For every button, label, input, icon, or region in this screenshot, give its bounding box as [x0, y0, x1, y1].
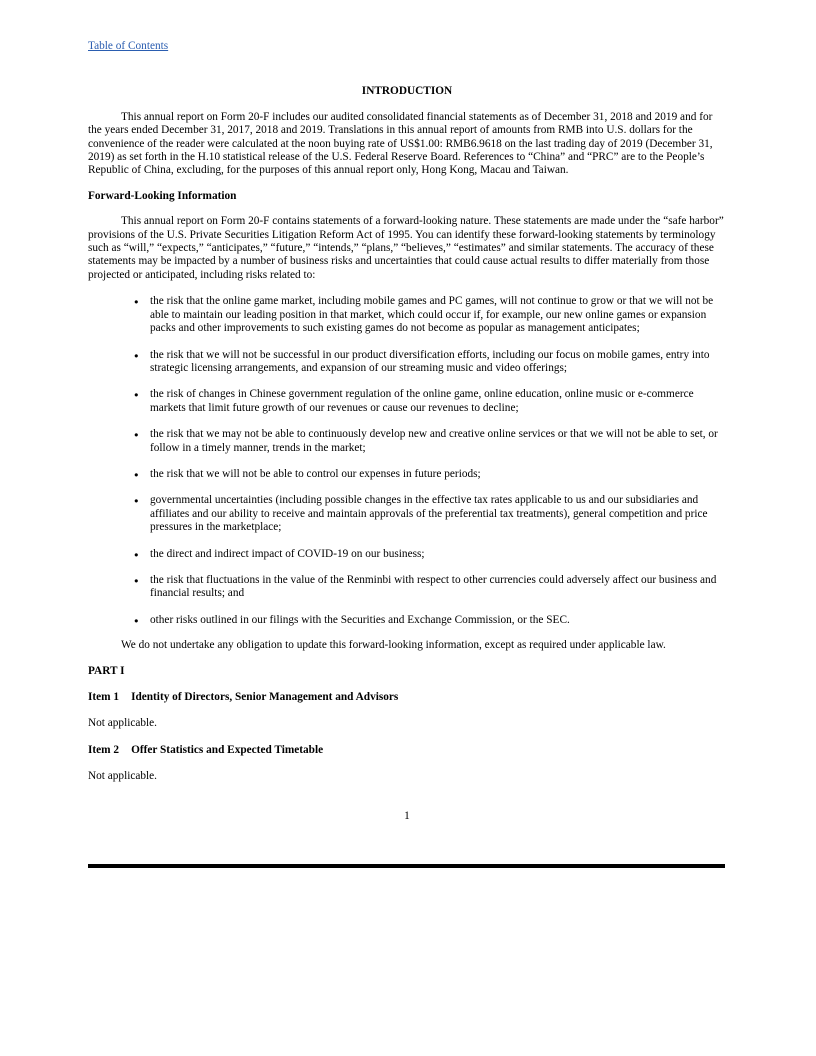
item2-number: Item 2 — [88, 743, 120, 756]
document-content — [88, 0, 726, 823]
forward-looking-paragraph: This annual report on Form 20-F contains statements of a forward-looking nature. These statements are made under the “safe harbor” provisions of the U.S. Private Securities Litigation Reform Act of 1995. You can identify these forward-looking statements by terminology such as “will,” “expects,” “anticipates,” “future,” “intends,” “plans,” “believes,” “estimates” and similar statements. The accuracy of these statements may be impacted by a number of business risks and uncertainties that could cause actual results to differ materially from those projected or anticipated, including risks related to: — [88, 215, 724, 281]
bullet-icon: ● — [134, 430, 139, 440]
risk-bullet-item — [134, 547, 726, 561]
risk-bullet-text: the risk that fluctuations in the value of the Renminbi with respect to other currencies could adversely affect our business and financial results; and — [150, 573, 717, 600]
forward-looking-heading: Forward-Looking Information — [88, 189, 237, 202]
risk-bullet-text: the direct and indirect impact of COVID-19 on our business; — [150, 547, 425, 560]
bullet-icon: ● — [134, 390, 139, 400]
table-of-contents-link[interactable]: Table of Contents — [88, 40, 169, 52]
bullet-icon: ● — [134, 575, 139, 585]
item1-heading — [88, 691, 726, 704]
item1-body: Not applicable. — [88, 717, 158, 730]
risk-bullet-item — [134, 348, 726, 376]
bullet-icon: ● — [134, 549, 139, 559]
introduction-paragraph: This annual report on Form 20-F includes our audited consolidated financial statements as of December 31, 2018 and 2019 and for the years ended December 31, 2017, 2018 and 2019. Translations in this annual report of amounts from RMB into U.S. dollars for the convenience of the reader were calculated at the noon buying rate of US$1.00: RMB6.9618 on the last trading day of 2019 (December 31, 2019) as set forth in the H.10 statistical release of the U.S. Federal Reserve Board. References to “China” and “PRC” are to the People’s Republic of China, excluding, for the purposes of this annual report only, Hong Kong, Macau and Taiwan. — [88, 110, 713, 177]
risk-bullet-text: the risk that the online game market, including mobile games and PC games, will not continue to grow or that we will not be able to maintain our leading position in that market, which could occur if, for example, our new online games or expansion packs and other improvements to such existing games do not become as popular as management anticipates; — [150, 295, 714, 335]
bullet-icon: ● — [134, 615, 139, 625]
bullet-icon: ● — [134, 297, 139, 307]
risk-bullet-item — [134, 467, 726, 481]
bullet-icon: ● — [134, 469, 139, 479]
page-number: 1 — [404, 809, 410, 822]
item2-heading — [88, 744, 726, 757]
bottom-rule-divider — [88, 864, 725, 868]
risk-bullet-text: the risk of changes in Chinese government regulation of the online game, online education, online music or e-commerce markets that limit future growth of our revenues or cause our revenues to decline; — [150, 388, 694, 414]
part1-heading: PART I — [88, 664, 125, 677]
risk-bullet-text: the risk that we will not be successful in our product diversification efforts, including our focus on mobile games, entry into strategic licensing arrangements, and expansion of our streaming music and video offerings; — [150, 348, 710, 374]
risk-bullet-text: the risk that we will not be able to control our expenses in future periods; — [150, 467, 481, 480]
introduction-heading: INTRODUCTION — [361, 85, 453, 98]
bullet-icon: ● — [134, 350, 139, 360]
risk-bullet-item — [134, 388, 726, 415]
risk-bullet-list — [88, 295, 726, 627]
risk-bullet-item — [134, 428, 726, 455]
item2-body: Not applicable. — [88, 770, 158, 783]
risk-bullet-text: other risks outlined in our filings with the Securities and Exchange Commission, or the SEC. — [150, 613, 570, 626]
bullet-icon: ● — [134, 496, 139, 506]
forward-looking-closing-paragraph: We do not undertake any obligation to update this forward-looking information, except as required under applicable law. — [121, 639, 666, 652]
risk-bullet-item — [134, 494, 726, 534]
risk-bullet-text: the risk that we may not be able to continuously develop new and creative online services or that we will not be able to set, or follow in a timely manner, trends in the market; — [150, 428, 718, 454]
item1-number: Item 1 — [88, 691, 120, 703]
risk-bullet-item — [134, 295, 726, 335]
risk-bullet-text: governmental uncertainties (including possible changes in the effective tax rates applicable to us and our subsidiaries and affiliates and our ability to receive and maintain approvals of the preferential tax treatments), general competition and price pressures in the marketplace; — [150, 494, 708, 534]
risk-bullet-item — [134, 613, 726, 627]
item1-title: Identity of Directors, Senior Management and Advisors — [131, 691, 399, 703]
risk-bullet-item — [134, 573, 726, 601]
item2-title: Offer Statistics and Expected Timetable — [131, 743, 324, 756]
